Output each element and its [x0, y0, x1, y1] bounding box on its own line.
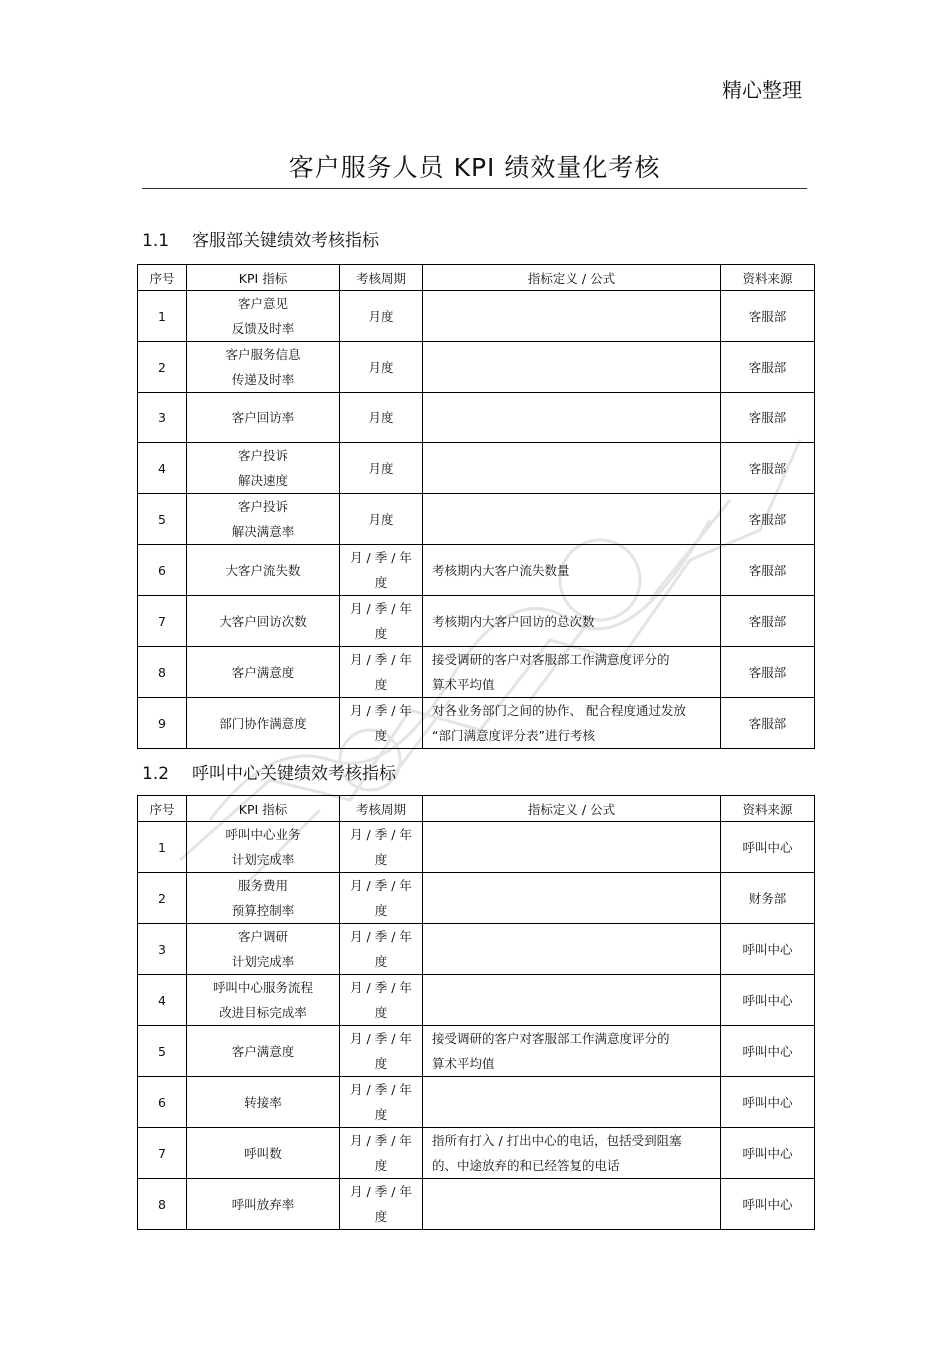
- cell-period: [340, 873, 423, 924]
- cell-period-text: 月度: [368, 308, 394, 324]
- cell-definition: [423, 924, 721, 975]
- cell-definition: [423, 822, 721, 873]
- cell-no: [138, 596, 187, 647]
- table-row: [138, 647, 815, 698]
- cell-source-text: 财务部: [748, 890, 787, 906]
- cell-source-text: 客服部: [748, 664, 787, 680]
- cell-period-text: 月 / 季 / 年: [350, 827, 412, 842]
- cell-source-text: 呼叫中心: [742, 941, 793, 957]
- cell-kpi-text: 呼叫中心业务: [225, 827, 301, 842]
- cell-no: [138, 494, 187, 545]
- cell-source-text: 呼叫中心: [742, 1145, 793, 1161]
- cell-kpi: [187, 545, 340, 596]
- cell-kpi-text: 预算控制率: [231, 903, 295, 918]
- cell-source: [721, 545, 815, 596]
- cell-kpi: [187, 494, 340, 545]
- cell-kpi-text: 呼叫放弃率: [231, 1196, 295, 1212]
- cell-definition-text: 的、中途放弃的和已经答复的电话: [432, 1158, 620, 1173]
- cell-kpi-text: 呼叫数: [244, 1145, 282, 1161]
- cell-no: [138, 647, 187, 698]
- cell-period: [340, 822, 423, 873]
- cell-no-text: 8: [158, 1196, 166, 1212]
- cell-no-text: 4: [158, 992, 166, 1008]
- cell-source: [721, 698, 815, 749]
- cell-no-text: 7: [158, 613, 166, 629]
- cell-definition: [423, 975, 721, 1026]
- cell-no-text: 5: [158, 1043, 166, 1059]
- section-heading-2: [142, 759, 396, 784]
- cell-period-text: 月 / 季 / 年: [350, 929, 412, 944]
- cell-no-text: 7: [158, 1145, 166, 1161]
- cell-kpi: [187, 822, 340, 873]
- table-row: [138, 596, 815, 647]
- cell-source: [721, 975, 815, 1026]
- cell-period: [340, 596, 423, 647]
- cell-period: [340, 975, 423, 1026]
- cell-kpi: [187, 1026, 340, 1077]
- cell-source: [721, 924, 815, 975]
- cell-source-text: 客服部: [748, 410, 787, 425]
- cell-no: [138, 291, 187, 342]
- cell-definition: [423, 291, 721, 342]
- cell-source: [721, 1179, 815, 1230]
- cell-kpi-text: 客户调研: [237, 929, 288, 944]
- cell-no-text: 3: [158, 941, 166, 957]
- table-body: [138, 822, 815, 1230]
- cell-definition-text: 接受调研的客户对客服部工作满意度评分的: [432, 1031, 670, 1046]
- cell-source: [721, 596, 815, 647]
- cell-kpi: [187, 873, 340, 924]
- cell-source: [721, 873, 815, 924]
- table-row: [138, 1128, 815, 1179]
- cell-no: [138, 1077, 187, 1128]
- cell-kpi-text: 客户满意度: [231, 664, 295, 680]
- cell-period: [340, 1077, 423, 1128]
- cell-definition: [423, 494, 721, 545]
- cell-kpi-text: 客户意见: [237, 296, 288, 311]
- cell-kpi-text: 计划完成率: [231, 954, 295, 969]
- cell-period-text: 月 / 季 / 年: [350, 550, 412, 565]
- cell-definition: [423, 1179, 721, 1230]
- cell-period-text: 月度: [368, 359, 394, 375]
- cell-kpi-text: 解决速度: [237, 473, 288, 488]
- cell-no-text: 4: [158, 460, 166, 476]
- table-row: [138, 291, 815, 342]
- cell-kpi: [187, 291, 340, 342]
- cell-definition: [423, 1077, 721, 1128]
- section-number: 1.1: [142, 231, 170, 251]
- table-row: [138, 342, 815, 393]
- cell-period: [340, 647, 423, 698]
- section-title: 客服部关键绩效考核指标: [192, 231, 379, 251]
- cell-source-text: 客服部: [748, 460, 787, 476]
- cell-period-text: 度: [374, 1158, 388, 1173]
- cell-no-text: 3: [158, 410, 166, 425]
- cell-period-text: 月度: [368, 410, 394, 425]
- cell-source: [721, 443, 815, 494]
- cell-definition: [423, 393, 721, 443]
- cell-period: [340, 1179, 423, 1230]
- cell-period: [340, 342, 423, 393]
- cell-kpi: [187, 1128, 340, 1179]
- table-row: [138, 545, 815, 596]
- section-number: 1.2: [142, 764, 170, 784]
- table-row: [138, 393, 815, 443]
- cell-kpi-text: 大客户流失数: [225, 562, 301, 578]
- cell-period: [340, 1026, 423, 1077]
- cell-definition-text: 考核期内大客户回访的总次数: [432, 613, 595, 629]
- cell-period-text: 月 / 季 / 年: [350, 1082, 412, 1097]
- cell-period-text: 度: [374, 1107, 388, 1122]
- table-row: [138, 822, 815, 873]
- table-row: [138, 924, 815, 975]
- cell-kpi-text: 计划完成率: [231, 852, 295, 867]
- cell-no: [138, 393, 187, 443]
- kpi-table-call-center: [137, 795, 815, 1230]
- cell-source-text: 呼叫中心: [742, 1094, 793, 1110]
- cell-no: [138, 975, 187, 1026]
- cell-source-text: 客服部: [748, 562, 787, 578]
- cell-source: [721, 342, 815, 393]
- table-row: [138, 1179, 815, 1230]
- cell-period-text: 度: [374, 954, 388, 969]
- cell-period-text: 度: [374, 1209, 388, 1224]
- table-row: [138, 698, 815, 749]
- column-header-no: 序号: [138, 796, 187, 822]
- cell-no: [138, 822, 187, 873]
- cell-source: [721, 822, 815, 873]
- cell-period: [340, 494, 423, 545]
- cell-source-text: 呼叫中心: [742, 992, 793, 1008]
- column-header-source: 资料来源: [721, 265, 815, 291]
- cell-kpi: [187, 1077, 340, 1128]
- cell-period: [340, 698, 423, 749]
- cell-definition-text: 算术平均值: [432, 1056, 495, 1071]
- cell-period-text: 度: [374, 1005, 388, 1020]
- cell-no: [138, 545, 187, 596]
- column-header-kpi: KPI 指标: [187, 796, 340, 822]
- cell-definition: [423, 873, 721, 924]
- cell-kpi-text: 客户投诉: [237, 448, 288, 463]
- cell-period-text: 月度: [368, 511, 394, 527]
- cell-definition: [423, 698, 721, 749]
- cell-kpi: [187, 342, 340, 393]
- cell-period-text: 月 / 季 / 年: [350, 601, 412, 616]
- cell-period-text: 月 / 季 / 年: [350, 878, 412, 893]
- cell-definition: [423, 596, 721, 647]
- cell-no: [138, 924, 187, 975]
- cell-kpi-text: 客户投诉: [237, 499, 288, 514]
- cell-no: [138, 1026, 187, 1077]
- cell-source: [721, 1128, 815, 1179]
- cell-source-text: 客服部: [748, 308, 787, 324]
- cell-definition: [423, 1026, 721, 1077]
- cell-no: [138, 698, 187, 749]
- cell-kpi-text: 客户服务信息: [225, 347, 301, 362]
- cell-no-text: 1: [158, 308, 166, 324]
- title-divider: [142, 188, 807, 189]
- table-row: [138, 1026, 815, 1077]
- cell-no: [138, 873, 187, 924]
- column-header-no: 序号: [138, 265, 187, 291]
- cell-kpi-text: 大客户回访次数: [219, 613, 307, 629]
- table-row: [138, 873, 815, 924]
- cell-period-text: 度: [374, 575, 388, 590]
- cell-source-text: 客服部: [748, 511, 787, 527]
- cell-period-text: 度: [374, 626, 388, 641]
- cell-source-text: 呼叫中心: [742, 839, 793, 855]
- section-title: 呼叫中心关键绩效考核指标: [192, 764, 396, 784]
- cell-no-text: 2: [158, 359, 166, 375]
- cell-kpi: [187, 443, 340, 494]
- cell-kpi-text: 服务费用: [237, 878, 288, 893]
- cell-kpi: [187, 596, 340, 647]
- cell-source-text: 客服部: [748, 715, 787, 731]
- cell-period-text: 月 / 季 / 年: [350, 1031, 412, 1046]
- cell-period-text: 度: [374, 1056, 388, 1071]
- cell-definition-text: 接受调研的客户对客服部工作满意度评分的: [432, 652, 670, 667]
- cell-definition: [423, 443, 721, 494]
- cell-period-text: 度: [374, 728, 388, 743]
- cell-period-text: 月 / 季 / 年: [350, 652, 412, 667]
- cell-definition: [423, 647, 721, 698]
- cell-no: [138, 1128, 187, 1179]
- column-header-period: 考核周期: [340, 265, 423, 291]
- cell-definition-text: 对各业务部门之间的协作、 配合程度通过发放: [432, 703, 686, 718]
- cell-no-text: 6: [158, 1094, 166, 1110]
- kpi-table-customer-service: [137, 264, 815, 749]
- cell-definition-text: 指所有打入 / 打出中心的电话，包括受到阻塞: [432, 1133, 682, 1148]
- cell-no-text: 1: [158, 839, 166, 855]
- table-row: [138, 1077, 815, 1128]
- cell-period-text: 月 / 季 / 年: [350, 980, 412, 995]
- cell-no-text: 2: [158, 890, 166, 906]
- cell-definition: [423, 342, 721, 393]
- cell-period: [340, 1128, 423, 1179]
- cell-source: [721, 291, 815, 342]
- table-body: [138, 291, 815, 749]
- cell-period-text: 度: [374, 677, 388, 692]
- cell-source: [721, 1077, 815, 1128]
- cell-no: [138, 342, 187, 393]
- cell-source: [721, 393, 815, 443]
- cell-kpi-text: 部门协作满意度: [219, 715, 307, 731]
- cell-period: [340, 924, 423, 975]
- cell-kpi: [187, 647, 340, 698]
- cell-no: [138, 443, 187, 494]
- cell-no-text: 6: [158, 562, 166, 578]
- table-header-row: [138, 796, 815, 822]
- cell-kpi-text: 传递及时率: [231, 372, 295, 387]
- column-header-kpi: KPI 指标: [187, 265, 340, 291]
- cell-period: [340, 291, 423, 342]
- cell-period-text: 月 / 季 / 年: [350, 1184, 412, 1199]
- cell-no-text: 9: [158, 715, 166, 731]
- header-note: 精心整理: [722, 78, 802, 102]
- cell-period: [340, 393, 423, 443]
- cell-no-text: 5: [158, 511, 166, 527]
- cell-kpi-text: 客户回访率: [231, 410, 295, 425]
- cell-source-text: 呼叫中心: [742, 1043, 793, 1059]
- cell-kpi-text: 客户满意度: [231, 1043, 295, 1059]
- cell-source-text: 呼叫中心: [742, 1196, 793, 1212]
- cell-source-text: 客服部: [748, 613, 787, 629]
- cell-kpi-text: 解决满意率: [231, 524, 295, 539]
- cell-kpi: [187, 924, 340, 975]
- cell-definition: [423, 1128, 721, 1179]
- column-header-period: 考核周期: [340, 796, 423, 822]
- column-header-source: 资料来源: [721, 796, 815, 822]
- cell-definition-text: 考核期内大客户流失数量: [432, 562, 570, 578]
- cell-source-text: 客服部: [748, 359, 787, 375]
- cell-period-text: 度: [374, 852, 388, 867]
- cell-definition-text: “部门满意度评分表”进行考核: [432, 728, 595, 743]
- cell-kpi: [187, 393, 340, 443]
- cell-kpi: [187, 1179, 340, 1230]
- document-title: 客户服务人员 KPI 绩效量化考核: [288, 153, 661, 182]
- table-row: [138, 443, 815, 494]
- cell-definition: [423, 545, 721, 596]
- table-header-row: [138, 265, 815, 291]
- cell-period: [340, 443, 423, 494]
- cell-kpi: [187, 698, 340, 749]
- cell-period-text: 月度: [368, 460, 394, 476]
- table-row: [138, 975, 815, 1026]
- cell-source: [721, 647, 815, 698]
- cell-kpi-text: 呼叫中心服务流程: [212, 980, 313, 995]
- section-heading-1: [142, 226, 379, 251]
- cell-source: [721, 1026, 815, 1077]
- cell-period-text: 度: [374, 903, 388, 918]
- cell-kpi: [187, 975, 340, 1026]
- cell-kpi-text: 转接率: [244, 1094, 282, 1110]
- cell-period-text: 月 / 季 / 年: [350, 1133, 412, 1148]
- cell-definition-text: 算术平均值: [432, 677, 495, 692]
- cell-no: [138, 1179, 187, 1230]
- table-row: [138, 494, 815, 545]
- cell-source: [721, 494, 815, 545]
- column-header-definition: 指标定义 / 公式: [423, 265, 721, 291]
- cell-kpi-text: 改进目标完成率: [219, 1005, 307, 1020]
- cell-kpi-text: 反馈及时率: [231, 321, 295, 336]
- cell-period: [340, 545, 423, 596]
- cell-no-text: 8: [158, 664, 166, 680]
- cell-period-text: 月 / 季 / 年: [350, 703, 412, 718]
- column-header-definition: 指标定义 / 公式: [423, 796, 721, 822]
